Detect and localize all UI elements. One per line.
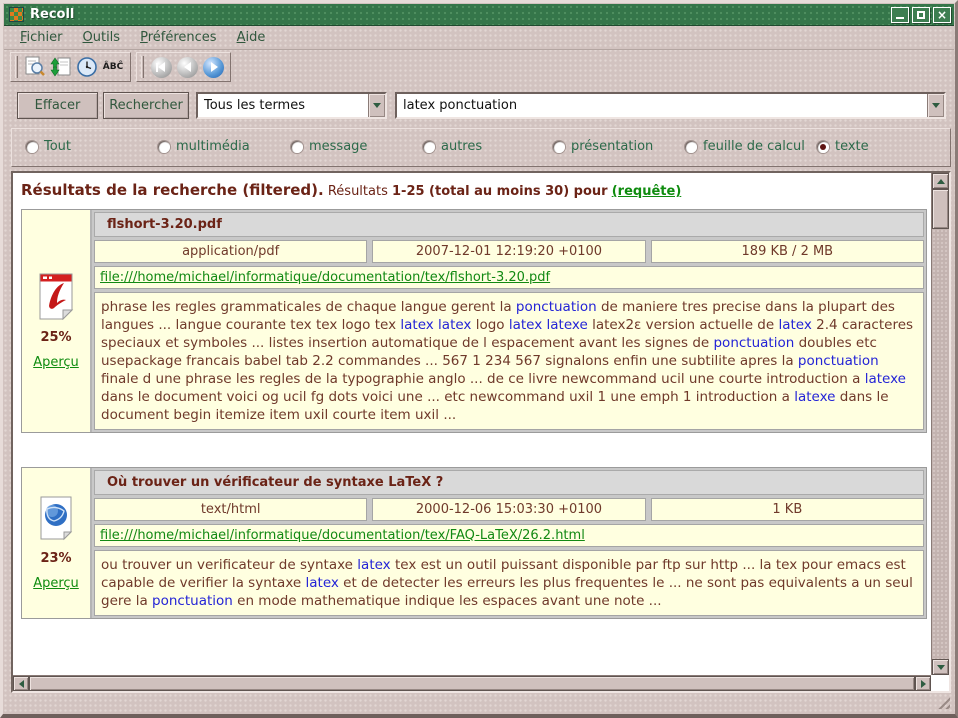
horizontal-scrollbar-thumb[interactable] bbox=[29, 676, 915, 691]
scroll-right-button[interactable] bbox=[915, 676, 931, 691]
chevron-down-icon bbox=[932, 103, 940, 108]
query-combo[interactable] bbox=[395, 92, 946, 119]
html-file-icon bbox=[37, 495, 75, 541]
scroll-left-button[interactable] bbox=[13, 676, 29, 691]
results-frame bbox=[11, 171, 951, 693]
result-2-mime: text/html bbox=[94, 498, 367, 521]
search-mode-select[interactable] bbox=[196, 92, 387, 119]
toolbar-handle[interactable] bbox=[15, 56, 18, 78]
category-filter-bar bbox=[11, 128, 951, 167]
menubar bbox=[4, 26, 954, 50]
result-1-snippet: phrase les regles grammaticales de chaque langue gerent la ponctuation de maniere tres precise dans la plupart des langues ... langue courante tex tex logo tex latex latex logo latex latexe latex2ε version actuelle de latex 2.4 caracteres speciaux et symboles ... listes insertion automatique de l espacement avant les signes de ponctuation doubles etc usepackage francais babel tab 2.2 commandes ... 567 1 234 567 signalons enfin une subtilite apres la ponctuation finale d une phrase les regles de la typographie anglo ... de ce livre newcommand ucil une courte introduction a latexe dans le document voici og ucil fg dots voici une ... etc newcommand uxil 1 une emph 1 introduction a latexe dans le document begin itemize item uxil courte item uxil ... bbox=[94, 292, 924, 430]
search-button[interactable]: Rechercher bbox=[103, 92, 189, 119]
radio-icon bbox=[26, 141, 38, 153]
results-summary-prefix: Résultats bbox=[327, 184, 388, 199]
result-2-size: 1 KB bbox=[651, 498, 924, 521]
result-2-title: Où trouver un vérificateur de syntaxe LaTeX ? bbox=[94, 470, 924, 495]
radio-icon bbox=[685, 141, 697, 153]
preview-link[interactable]: Aperçu bbox=[33, 576, 79, 591]
arrow-left-icon bbox=[19, 680, 24, 688]
sort-parameters-button[interactable] bbox=[48, 54, 74, 80]
query-history-dropdown-button[interactable] bbox=[927, 94, 944, 117]
resize-grip[interactable] bbox=[935, 694, 950, 709]
menu-outils[interactable]: Outils bbox=[82, 30, 121, 45]
sort-parameters-icon bbox=[50, 56, 72, 78]
query-details-link[interactable]: (requête) bbox=[611, 184, 682, 199]
scroll-down-button[interactable] bbox=[932, 659, 949, 675]
result-2-url-link[interactable]: file:///home/michael/informatique/documentation/tex/FAQ-LaTeX/26.2.html bbox=[100, 528, 585, 543]
result-item-2 bbox=[21, 467, 927, 619]
filter-feuille-de-calcul[interactable]: feuille de calcul bbox=[685, 139, 805, 154]
toolbar-handle[interactable] bbox=[141, 56, 144, 78]
arrow-up-icon bbox=[937, 179, 945, 184]
arrow-right-icon bbox=[921, 680, 926, 688]
advanced-search-icon bbox=[24, 56, 46, 78]
first-page-icon bbox=[151, 57, 172, 78]
radio-icon bbox=[817, 141, 829, 153]
filter-multimedia[interactable]: multimédia bbox=[158, 139, 250, 154]
term-explorer-button[interactable] bbox=[100, 54, 126, 80]
app-icon bbox=[9, 7, 24, 22]
advanced-search-button[interactable] bbox=[22, 54, 48, 80]
result-2-date: 2000-12-06 15:03:30 +0100 bbox=[372, 498, 645, 521]
toolbar-group-tools bbox=[10, 52, 131, 82]
close-icon: × bbox=[936, 7, 948, 22]
titlebar[interactable] bbox=[4, 4, 954, 26]
result-1-mime: application/pdf bbox=[94, 240, 367, 263]
close-button[interactable] bbox=[933, 7, 951, 23]
maximize-icon bbox=[917, 11, 925, 19]
previous-page-button[interactable] bbox=[174, 54, 200, 80]
results-headline bbox=[21, 181, 931, 199]
filter-texte[interactable]: texte bbox=[817, 139, 869, 154]
preview-link[interactable]: Aperçu bbox=[33, 355, 79, 370]
search-mode-value: Tous les termes bbox=[204, 98, 305, 113]
sort-by-date-button[interactable] bbox=[74, 54, 100, 80]
next-page-icon bbox=[203, 57, 224, 78]
minimize-icon bbox=[896, 17, 904, 19]
menu-preferences[interactable]: Préférences bbox=[140, 30, 217, 45]
toolbar-group-navigation bbox=[136, 52, 231, 82]
radio-icon bbox=[291, 141, 303, 153]
term-explorer-icon: ÂBĈ bbox=[102, 62, 124, 72]
result-1-date: 2007-12-01 12:19:20 +0100 bbox=[372, 240, 645, 263]
search-input[interactable]: latex ponctuation bbox=[403, 98, 518, 113]
result-1-side-panel bbox=[22, 210, 92, 432]
vertical-scrollbar-thumb[interactable] bbox=[932, 189, 949, 229]
result-2-snippet: ou trouver un verificateur de syntaxe latex tex est un outil puissant disponible par ftp sur http ... la tex pour emacs est capable de verifier la syntaxe latex et de detecter les erreurs les plus frequentes le ... ne sont pas equivalents a un seul gere la ponctuation en mode mathematique indique les espaces avant une note ... bbox=[94, 550, 924, 616]
results-list bbox=[13, 173, 931, 675]
previous-page-icon bbox=[177, 57, 198, 78]
results-summary-range: 1-25 (total au moins 30) pour bbox=[392, 184, 608, 199]
result-2-side-panel bbox=[22, 468, 92, 618]
maximize-button[interactable] bbox=[912, 7, 930, 23]
relevance-percent: 23% bbox=[40, 551, 72, 566]
search-row bbox=[4, 84, 954, 128]
arrow-down-icon bbox=[937, 665, 945, 670]
chevron-down-icon bbox=[373, 103, 381, 108]
result-1-title: flshort-3.20.pdf bbox=[94, 212, 924, 237]
first-page-button[interactable] bbox=[148, 54, 174, 80]
results-heading: Résultats de la recherche (filtered). bbox=[21, 181, 324, 199]
search-mode-dropdown-button[interactable] bbox=[368, 94, 385, 117]
toolbar bbox=[4, 50, 954, 84]
relevance-percent: 25% bbox=[40, 330, 72, 345]
result-1-size: 189 KB / 2 MB bbox=[651, 240, 924, 263]
filter-autres[interactable]: autres bbox=[423, 139, 482, 154]
menu-aide[interactable]: Aide bbox=[236, 30, 266, 45]
next-page-button[interactable] bbox=[200, 54, 226, 80]
radio-icon bbox=[423, 141, 435, 153]
window-title: Recoll bbox=[30, 7, 75, 22]
pdf-file-icon bbox=[35, 272, 77, 320]
result-1-url-link[interactable]: file:///home/michael/informatique/documentation/tex/flshort-3.20.pdf bbox=[100, 270, 551, 285]
horizontal-scrollbar[interactable] bbox=[13, 675, 931, 691]
clear-button[interactable]: Effacer bbox=[17, 92, 98, 119]
scroll-up-button[interactable] bbox=[932, 173, 949, 189]
sort-by-date-icon bbox=[76, 56, 98, 78]
radio-icon bbox=[553, 141, 565, 153]
filter-presentation[interactable]: présentation bbox=[553, 139, 653, 154]
status-bar bbox=[4, 690, 954, 713]
result-item-1 bbox=[21, 209, 927, 433]
minimize-button[interactable] bbox=[891, 7, 909, 23]
filter-message[interactable]: message bbox=[291, 139, 367, 154]
menu-fichier[interactable]: Fichier bbox=[20, 30, 63, 45]
radio-icon bbox=[158, 141, 170, 153]
filter-tout[interactable]: Tout bbox=[26, 139, 71, 154]
vertical-scrollbar[interactable] bbox=[931, 173, 949, 675]
